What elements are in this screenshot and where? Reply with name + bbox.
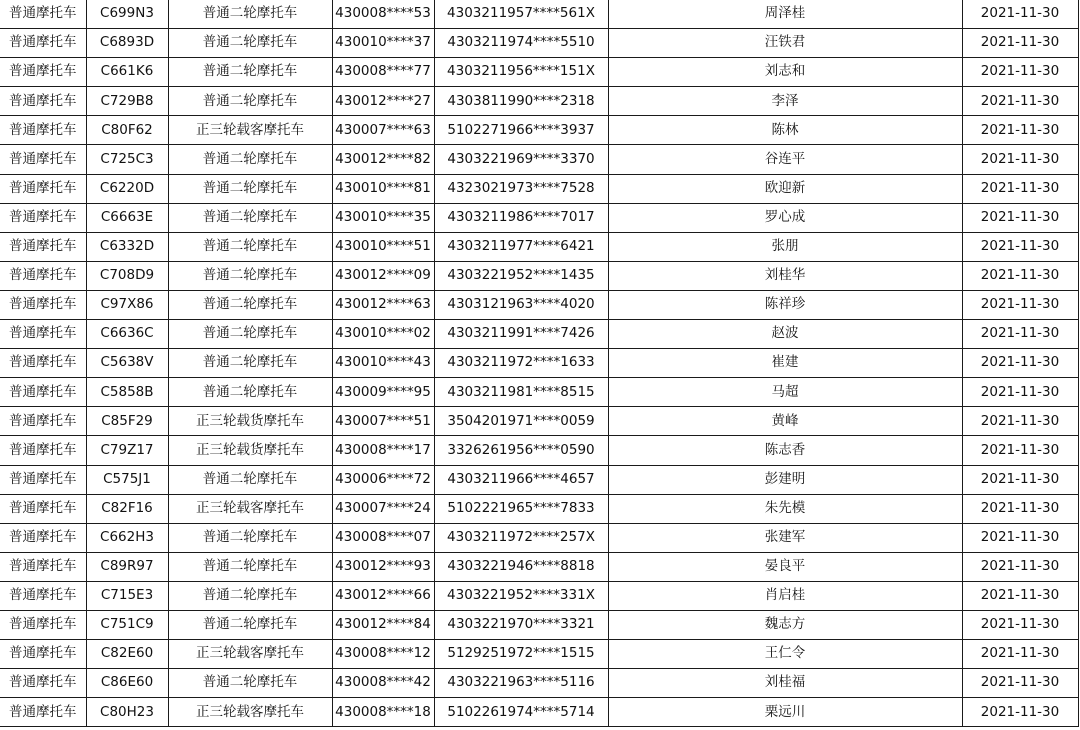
plate-number-cell: C5858B (86, 378, 168, 407)
vehicle-class-cell: 普通摩托车 (0, 407, 86, 436)
date-cell: 2021-11-30 (962, 203, 1078, 232)
vehicle-class-cell: 普通摩托车 (0, 523, 86, 552)
id-code-cell: 430008****77 (332, 58, 434, 87)
owner-name-cell: 晏良平 (608, 552, 962, 581)
date-cell: 2021-11-30 (962, 581, 1078, 610)
vehicle-type-cell: 普通二轮摩托车 (168, 523, 332, 552)
owner-name-cell: 崔建 (608, 349, 962, 378)
vehicle-type-cell: 普通二轮摩托车 (168, 378, 332, 407)
vehicle-type-cell: 普通二轮摩托车 (168, 58, 332, 87)
id-code-cell: 430012****27 (332, 87, 434, 116)
vehicle-type-cell: 普通二轮摩托车 (168, 669, 332, 698)
table-row (0, 669, 1078, 698)
owner-name-cell: 陈祥珍 (608, 290, 962, 319)
id-code-cell: 430012****09 (332, 261, 434, 290)
plate-number-cell: C751C9 (86, 610, 168, 639)
date-cell: 2021-11-30 (962, 523, 1078, 552)
table-row (0, 87, 1078, 116)
table-row (0, 29, 1078, 58)
plate-number-cell: C97X86 (86, 290, 168, 319)
plate-number-cell: C80H23 (86, 698, 168, 727)
table-row (0, 116, 1078, 145)
table-row (0, 261, 1078, 290)
date-cell: 2021-11-30 (962, 494, 1078, 523)
owner-name-cell: 罗心成 (608, 203, 962, 232)
date-cell: 2021-11-30 (962, 116, 1078, 145)
id-number-cell: 4303221969****3370 (434, 145, 608, 174)
id-code-cell: 430010****35 (332, 203, 434, 232)
plate-number-cell: C6636C (86, 320, 168, 349)
id-code-cell: 430012****82 (332, 145, 434, 174)
owner-name-cell: 陈志香 (608, 436, 962, 465)
owner-name-cell: 刘志和 (608, 58, 962, 87)
vehicle-type-cell: 普通二轮摩托车 (168, 145, 332, 174)
table-row (0, 581, 1078, 610)
date-cell: 2021-11-30 (962, 407, 1078, 436)
owner-name-cell: 汪铁君 (608, 29, 962, 58)
vehicle-type-cell: 普通二轮摩托车 (168, 290, 332, 319)
vehicle-type-cell: 普通二轮摩托车 (168, 261, 332, 290)
table-row (0, 349, 1078, 378)
date-cell: 2021-11-30 (962, 698, 1078, 727)
id-number-cell: 4303211972****1633 (434, 349, 608, 378)
id-number-cell: 4303221952****331X (434, 581, 608, 610)
date-cell: 2021-11-30 (962, 436, 1078, 465)
date-cell: 2021-11-30 (962, 465, 1078, 494)
vehicle-class-cell: 普通摩托车 (0, 145, 86, 174)
id-number-cell: 4303211957****561X (434, 0, 608, 29)
owner-name-cell: 周泽桂 (608, 0, 962, 29)
date-cell: 2021-11-30 (962, 0, 1078, 29)
id-code-cell: 430006****72 (332, 465, 434, 494)
owner-name-cell: 王仁令 (608, 640, 962, 669)
date-cell: 2021-11-30 (962, 174, 1078, 203)
table-row (0, 640, 1078, 669)
vehicle-class-cell: 普通摩托车 (0, 640, 86, 669)
id-code-cell: 430008****07 (332, 523, 434, 552)
owner-name-cell: 欧迎新 (608, 174, 962, 203)
id-number-cell: 5102221965****7833 (434, 494, 608, 523)
date-cell: 2021-11-30 (962, 552, 1078, 581)
date-cell: 2021-11-30 (962, 58, 1078, 87)
owner-name-cell: 刘桂福 (608, 669, 962, 698)
id-number-cell: 4303811990****2318 (434, 87, 608, 116)
vehicle-class-cell: 普通摩托车 (0, 29, 86, 58)
id-number-cell: 5102261974****5714 (434, 698, 608, 727)
date-cell: 2021-11-30 (962, 261, 1078, 290)
plate-number-cell: C79Z17 (86, 436, 168, 465)
id-number-cell: 4303221963****5116 (434, 669, 608, 698)
id-code-cell: 430009****95 (332, 378, 434, 407)
owner-name-cell: 肖启桂 (608, 581, 962, 610)
vehicle-type-cell: 普通二轮摩托车 (168, 87, 332, 116)
vehicle-type-cell: 普通二轮摩托车 (168, 465, 332, 494)
id-number-cell: 4303211981****8515 (434, 378, 608, 407)
id-number-cell: 5102271966****3937 (434, 116, 608, 145)
table-row (0, 58, 1078, 87)
owner-name-cell: 张建军 (608, 523, 962, 552)
id-code-cell: 430012****93 (332, 552, 434, 581)
owner-name-cell: 刘桂华 (608, 261, 962, 290)
vehicle-class-cell: 普通摩托车 (0, 552, 86, 581)
vehicle-class-cell: 普通摩托车 (0, 436, 86, 465)
table-row (0, 523, 1078, 552)
vehicle-class-cell: 普通摩托车 (0, 232, 86, 261)
vehicle-type-cell: 正三轮载客摩托车 (168, 494, 332, 523)
id-code-cell: 430010****51 (332, 232, 434, 261)
vehicle-type-cell: 普通二轮摩托车 (168, 320, 332, 349)
id-number-cell: 5129251972****1515 (434, 640, 608, 669)
id-code-cell: 430007****24 (332, 494, 434, 523)
vehicle-type-cell: 普通二轮摩托车 (168, 581, 332, 610)
plate-number-cell: C575J1 (86, 465, 168, 494)
owner-name-cell: 黄峰 (608, 407, 962, 436)
id-code-cell: 430010****02 (332, 320, 434, 349)
id-code-cell: 430008****42 (332, 669, 434, 698)
vehicle-class-cell: 普通摩托车 (0, 494, 86, 523)
id-number-cell: 4303221946****8818 (434, 552, 608, 581)
plate-number-cell: C6220D (86, 174, 168, 203)
table-row (0, 465, 1078, 494)
table-row (0, 407, 1078, 436)
vehicle-class-cell: 普通摩托车 (0, 174, 86, 203)
id-number-cell: 4303211986****7017 (434, 203, 608, 232)
owner-name-cell: 马超 (608, 378, 962, 407)
vehicle-class-cell: 普通摩托车 (0, 58, 86, 87)
table-row (0, 174, 1078, 203)
plate-number-cell: C6332D (86, 232, 168, 261)
id-code-cell: 430010****37 (332, 29, 434, 58)
id-number-cell: 3326261956****0590 (434, 436, 608, 465)
plate-number-cell: C5638V (86, 349, 168, 378)
vehicle-class-cell: 普通摩托车 (0, 581, 86, 610)
table-row (0, 494, 1078, 523)
plate-number-cell: C662H3 (86, 523, 168, 552)
vehicle-class-cell: 普通摩托车 (0, 116, 86, 145)
id-number-cell: 4303221952****1435 (434, 261, 608, 290)
table-row (0, 0, 1078, 29)
date-cell: 2021-11-30 (962, 87, 1078, 116)
owner-name-cell: 陈林 (608, 116, 962, 145)
date-cell: 2021-11-30 (962, 290, 1078, 319)
vehicle-class-cell: 普通摩托车 (0, 378, 86, 407)
owner-name-cell: 栗远川 (608, 698, 962, 727)
id-code-cell: 430008****12 (332, 640, 434, 669)
id-number-cell: 4303211991****7426 (434, 320, 608, 349)
vehicle-type-cell: 正三轮载货摩托车 (168, 436, 332, 465)
vehicle-class-cell: 普通摩托车 (0, 698, 86, 727)
table-row (0, 378, 1078, 407)
table-row (0, 232, 1078, 261)
id-code-cell: 430012****84 (332, 610, 434, 639)
vehicle-type-cell: 普通二轮摩托车 (168, 174, 332, 203)
date-cell: 2021-11-30 (962, 232, 1078, 261)
owner-name-cell: 朱先模 (608, 494, 962, 523)
plate-number-cell: C82E60 (86, 640, 168, 669)
date-cell: 2021-11-30 (962, 610, 1078, 639)
vehicle-class-cell: 普通摩托车 (0, 203, 86, 232)
plate-number-cell: C725C3 (86, 145, 168, 174)
id-code-cell: 430007****51 (332, 407, 434, 436)
owner-name-cell: 张朋 (608, 232, 962, 261)
vehicle-class-cell: 普通摩托车 (0, 87, 86, 116)
vehicle-type-cell: 普通二轮摩托车 (168, 29, 332, 58)
vehicle-type-cell: 正三轮载客摩托车 (168, 640, 332, 669)
plate-number-cell: C699N3 (86, 0, 168, 29)
id-number-cell: 4303211972****257X (434, 523, 608, 552)
id-code-cell: 430012****63 (332, 290, 434, 319)
vehicle-class-cell: 普通摩托车 (0, 290, 86, 319)
plate-number-cell: C6893D (86, 29, 168, 58)
table-row (0, 552, 1078, 581)
id-code-cell: 430012****66 (332, 581, 434, 610)
date-cell: 2021-11-30 (962, 320, 1078, 349)
owner-name-cell: 魏志方 (608, 610, 962, 639)
id-number-cell: 4303211956****151X (434, 58, 608, 87)
vehicle-class-cell: 普通摩托车 (0, 320, 86, 349)
vehicle-class-cell: 普通摩托车 (0, 669, 86, 698)
date-cell: 2021-11-30 (962, 349, 1078, 378)
date-cell: 2021-11-30 (962, 378, 1078, 407)
vehicle-type-cell: 普通二轮摩托车 (168, 232, 332, 261)
id-code-cell: 430010****81 (332, 174, 434, 203)
owner-name-cell: 赵波 (608, 320, 962, 349)
date-cell: 2021-11-30 (962, 669, 1078, 698)
table-row (0, 698, 1078, 727)
id-number-cell: 4303221970****3321 (434, 610, 608, 639)
vehicle-type-cell: 正三轮载客摩托车 (168, 116, 332, 145)
plate-number-cell: C89R97 (86, 552, 168, 581)
plate-number-cell: C85F29 (86, 407, 168, 436)
vehicle-type-cell: 普通二轮摩托车 (168, 552, 332, 581)
id-code-cell: 430008****18 (332, 698, 434, 727)
vehicle-class-cell: 普通摩托车 (0, 261, 86, 290)
plate-number-cell: C715E3 (86, 581, 168, 610)
id-number-cell: 4303121963****4020 (434, 290, 608, 319)
vehicle-type-cell: 普通二轮摩托车 (168, 0, 332, 29)
id-number-cell: 4323021973****7528 (434, 174, 608, 203)
plate-number-cell: C729B8 (86, 87, 168, 116)
vehicle-class-cell: 普通摩托车 (0, 465, 86, 494)
owner-name-cell: 谷连平 (608, 145, 962, 174)
vehicle-type-cell: 普通二轮摩托车 (168, 203, 332, 232)
date-cell: 2021-11-30 (962, 29, 1078, 58)
id-number-cell: 3504201971****0059 (434, 407, 608, 436)
owner-name-cell: 李泽 (608, 87, 962, 116)
vehicle-type-cell: 正三轮载货摩托车 (168, 407, 332, 436)
plate-number-cell: C6663E (86, 203, 168, 232)
id-number-cell: 4303211966****4657 (434, 465, 608, 494)
vehicle-class-cell: 普通摩托车 (0, 610, 86, 639)
id-number-cell: 4303211977****6421 (434, 232, 608, 261)
date-cell: 2021-11-30 (962, 145, 1078, 174)
table-row (0, 145, 1078, 174)
plate-number-cell: C708D9 (86, 261, 168, 290)
id-code-cell: 430008****53 (332, 0, 434, 29)
plate-number-cell: C86E60 (86, 669, 168, 698)
id-code-cell: 430007****63 (332, 116, 434, 145)
id-number-cell: 4303211974****5510 (434, 29, 608, 58)
table-row (0, 610, 1078, 639)
table-row (0, 320, 1078, 349)
id-code-cell: 430008****17 (332, 436, 434, 465)
plate-number-cell: C82F16 (86, 494, 168, 523)
vehicle-type-cell: 普通二轮摩托车 (168, 610, 332, 639)
vehicle-type-cell: 正三轮载客摩托车 (168, 698, 332, 727)
plate-number-cell: C80F62 (86, 116, 168, 145)
table-row (0, 436, 1078, 465)
table-row (0, 203, 1078, 232)
plate-number-cell: C661K6 (86, 58, 168, 87)
owner-name-cell: 彭建明 (608, 465, 962, 494)
vehicle-class-cell: 普通摩托车 (0, 0, 86, 29)
id-code-cell: 430010****43 (332, 349, 434, 378)
table-row (0, 290, 1078, 319)
date-cell: 2021-11-30 (962, 640, 1078, 669)
vehicle-type-cell: 普通二轮摩托车 (168, 349, 332, 378)
vehicle-class-cell: 普通摩托车 (0, 349, 86, 378)
